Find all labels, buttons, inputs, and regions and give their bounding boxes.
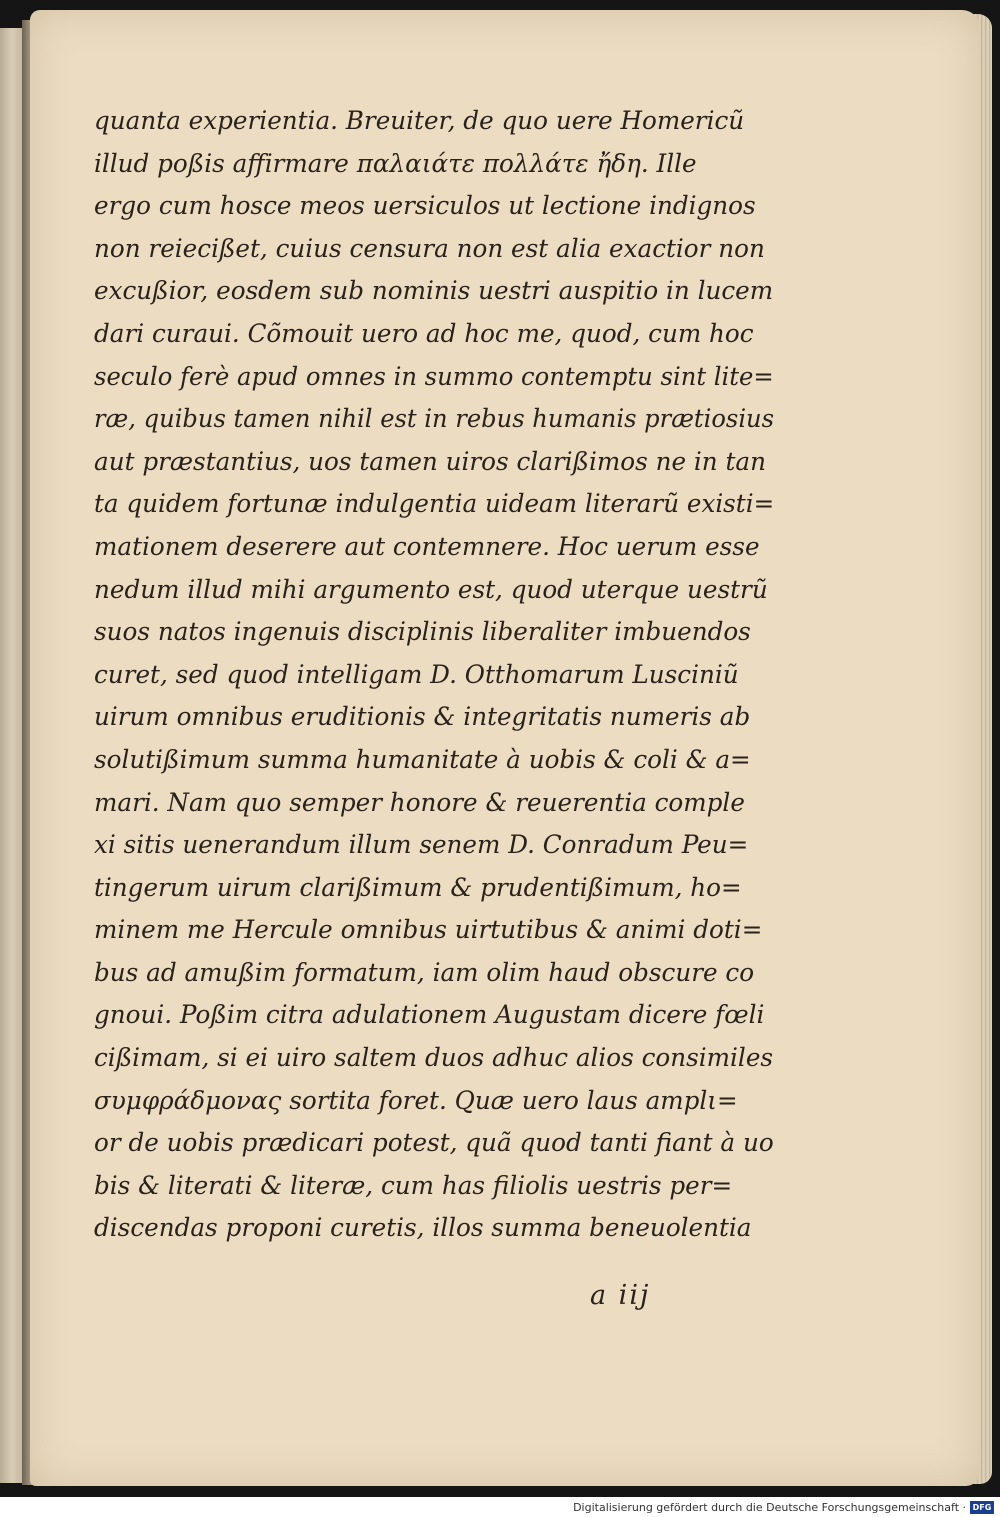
signature-mark: a iij xyxy=(590,1280,651,1311)
text-line: solutißimum summa humanitate à uobis & coli & a= xyxy=(94,744,751,774)
text-line: cißimam, si ei uiro saltem duos adhuc alios consimiles xyxy=(94,1043,774,1073)
text-line: discendas proponi curetis, illos summa beneuolentia xyxy=(94,1213,752,1243)
text-line: tingerum uirum clarißimum & prudentißimum, ho= xyxy=(94,872,742,902)
funding-credit: Digitalisierung gefördert durch die Deutsche Forschungsgemeinschaft · xyxy=(573,1501,966,1514)
text-line: quanta experientia. Breuiter, de quo uere Homericũ xyxy=(94,106,745,135)
text-line: ta quidem fortunæ indulgentia uideam literarũ existi= xyxy=(94,489,775,519)
text-line: curet, sed quod intelligam D. Otthomarum Lusciniũ xyxy=(94,659,739,689)
text-line: non reiecißet, cuius censura non est alia exactior non xyxy=(94,233,765,263)
text-line: seculo ferè apud omnes in summo contemptu sint lite= xyxy=(94,361,774,391)
text-line: minem me Hercule omnibus uirtutibus & animi doti= xyxy=(94,915,763,945)
text-line: gnoui. Poßim citra adulationem Augustam dicere fœli xyxy=(94,1000,765,1030)
text-line: bus ad amußim formatum, iam olim haud obscure co xyxy=(94,957,755,987)
text-line: ergo cum hosce meos uersiculos ut lectione indignos xyxy=(94,191,756,221)
text-line: bis & literati & literæ, cum has filiolis uestris per= xyxy=(94,1170,733,1200)
text-line: mationem deserere aut contemnere. Hoc uerum esse xyxy=(94,531,760,561)
text-line: uirum omnibus eruditionis & integritatis numeris ab xyxy=(94,702,751,732)
text-line: mari. Nam quo semper honore & reuerentia comple xyxy=(94,787,745,817)
text-line: συμφράδμονας sortita foret. Quæ uero laus amplι= xyxy=(94,1085,738,1115)
text-line: ræ, quibus tamen nihil est in rebus humanis prætiosius xyxy=(94,404,775,434)
dfg-logo-icon: DFG xyxy=(970,1501,994,1514)
text-line: illud poßis affirmare παλαιάτε πολλάτε ἤδη. Ille xyxy=(94,148,697,178)
text-line: nedum illud mihi argumento est, quod uterque uestrũ xyxy=(94,574,768,604)
page-text xyxy=(94,100,784,1250)
text-line: excußior, eosdem sub nominis uestri auspitio in lucem xyxy=(94,276,774,306)
text-line: or de uobis prædicari potest, quã quod tanti fiant à uo xyxy=(94,1128,774,1158)
text-line: xi sitis uenerandum illum senem D. Conradum Peu= xyxy=(94,830,749,860)
text-line: aut præstantius, uos tamen uiros clarißimos ne in tan xyxy=(94,446,766,476)
text-line: suos natos ingenuis disciplinis liberaliter imbuendos xyxy=(94,617,751,647)
text-line: dari curaui. Cõmouit uero ad hoc me, quod, cum hoc xyxy=(94,318,754,348)
